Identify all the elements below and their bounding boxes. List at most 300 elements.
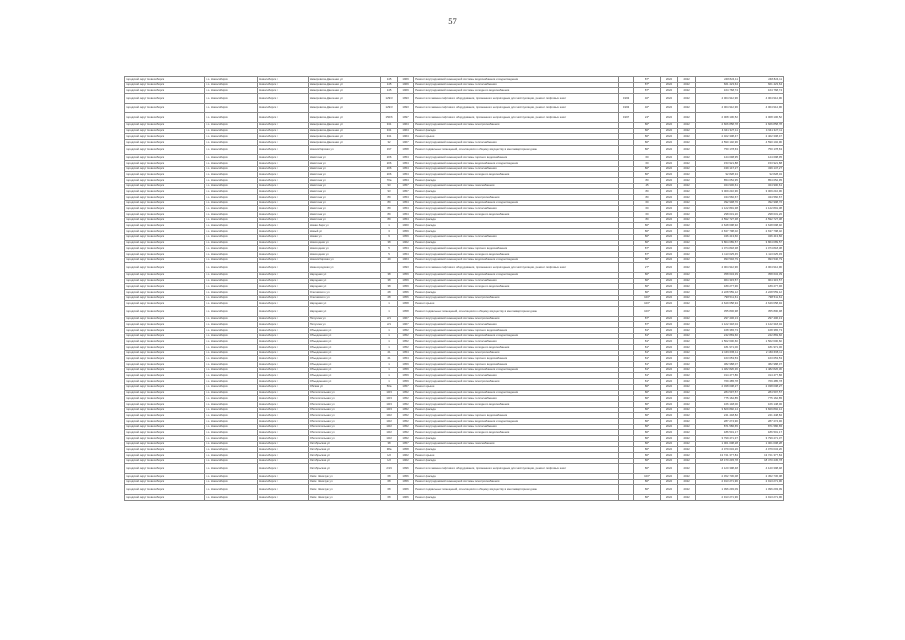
- total-cost-cell: 358 634,39: [739, 272, 783, 278]
- municipality-cell: городской округ Новосибирск: [125, 246, 205, 252]
- plan-year-end-cell: 2022: [678, 362, 696, 368]
- house-cell: 1/2: [381, 453, 398, 459]
- table-row: [125, 464, 784, 474]
- lift-year-cell: [618, 263, 633, 273]
- plan-year-cell: 2022: [660, 139, 678, 145]
- house-cell: 1: [381, 362, 398, 368]
- house-cell: 10/2: [381, 430, 398, 436]
- work-type-cell: Ремонт или замена лифтового оборудования, признанного непригодным для эксплуатации, ремонт лифтовых шахт: [414, 113, 619, 123]
- year-built-cell: 1952: [397, 407, 414, 413]
- plan-year-end-cell: 2022: [678, 134, 696, 140]
- plan-year-end-cell: 2022: [678, 384, 696, 390]
- settlement-cell: Новосибирск г: [258, 272, 309, 278]
- district-cell: г.о. Новосибирск: [205, 155, 258, 161]
- settlement-cell: Новосибирск г: [258, 88, 309, 94]
- municipality-cell: городской округ Новосибирск: [125, 339, 205, 345]
- total-cost-cell: 92 828,34: [739, 172, 783, 178]
- work-type-cell: Ремонт внутридомовой инженерной системы электроснабжения: [414, 379, 619, 385]
- municipality-cell: городской округ Новосибирск: [125, 200, 205, 206]
- municipality-cell: городской округ Новосибирск: [125, 474, 205, 480]
- plan-year-cell: 2022: [660, 441, 678, 447]
- work-type-cell: Ремонт фасада: [414, 177, 619, 183]
- year-built-cell: 1957: [397, 441, 414, 447]
- municipality-cell: городской округ Новосибирск: [125, 356, 205, 362]
- year-built-cell: 1954: [397, 350, 414, 356]
- street-cell: Обогатительная ул: [308, 436, 381, 442]
- plan-year-end-cell: 2022: [678, 139, 696, 145]
- plan-year-end-cell: 2022: [678, 195, 696, 201]
- lift-year-cell: [618, 145, 633, 155]
- total-cost-cell: 1 562 600,60: [739, 339, 783, 345]
- cost-cell: 4 120 398,48: [695, 464, 739, 474]
- wear-cell: 80*: [634, 458, 660, 464]
- house-cell: 68: [381, 474, 398, 480]
- district-cell: г.о. Новосибирск: [205, 177, 258, 183]
- total-cost-cell: 775 162,85: [739, 396, 783, 402]
- year-built-cell: 1954: [397, 166, 414, 172]
- settlement-cell: Новосибирск г: [258, 485, 309, 495]
- settlement-cell: Новосибирск г: [258, 200, 309, 206]
- cost-cell: 4 649 658,94: [695, 301, 739, 307]
- municipality-cell: городской округ Новосибирск: [125, 418, 205, 424]
- house-cell: 341: [381, 134, 398, 140]
- year-built-cell: 1964: [397, 257, 414, 263]
- plan-year-cell: 2022: [660, 322, 678, 328]
- settlement-cell: Новосибирск г: [258, 441, 309, 447]
- wear-cell: 87*: [634, 88, 660, 94]
- wear-cell: 81*: [634, 345, 660, 351]
- street-cell: Объединения ул: [308, 339, 381, 345]
- plan-year-cell: 2022: [660, 424, 678, 430]
- cost-cell: 661 423,64: [695, 82, 739, 88]
- year-built-cell: 1954: [397, 172, 414, 178]
- district-cell: г.о. Новосибирск: [205, 458, 258, 464]
- plan-year-cell: 2022: [660, 183, 678, 189]
- year-built-cell: 1959: [397, 367, 414, 373]
- year-built-cell: 1954: [397, 155, 414, 161]
- cost-cell: 2 637 798,02: [695, 229, 739, 235]
- cost-cell: 4 592 727,38: [695, 217, 739, 223]
- settlement-cell: Новосибирск г: [258, 306, 309, 316]
- plan-year-cell: 2022: [660, 485, 678, 495]
- lift-year-cell: 1997: [618, 113, 633, 123]
- municipality-cell: городской округ Новосибирск: [125, 447, 205, 453]
- settlement-cell: Новосибирск г: [258, 251, 309, 257]
- year-built-cell: 1962: [397, 240, 414, 246]
- wear-cell: 87*: [634, 246, 660, 252]
- total-cost-cell: 4 590 102,96: [739, 139, 783, 145]
- cost-cell: 4 004 912,96: [695, 263, 739, 273]
- cost-cell: 346 413,60: [695, 234, 739, 240]
- district-cell: г.о. Новосибирск: [205, 464, 258, 474]
- municipality-cell: городской округ Новосибирск: [125, 251, 205, 257]
- house-cell: 10/3: [381, 401, 398, 407]
- settlement-cell: Новосибирск г: [258, 172, 309, 178]
- street-cell: Никитина ул: [308, 183, 381, 189]
- house-cell: 32: [381, 139, 398, 145]
- municipality-cell: городской округ Новосибирск: [125, 278, 205, 284]
- total-cost-cell: 4 004 912,96: [739, 263, 783, 273]
- settlement-cell: Новосибирск г: [258, 212, 309, 218]
- cost-cell: 1 113 025,45: [695, 251, 739, 257]
- district-cell: г.о. Новосибирск: [205, 316, 258, 322]
- street-cell: Омск. Жемчуж ул: [308, 495, 381, 501]
- total-cost-cell: 4 592 727,38: [739, 217, 783, 223]
- work-type-cell: Ремонт внутридомовой инженерной системы водоснабжения и водоотведения: [414, 257, 619, 263]
- year-built-cell: 1956: [397, 474, 414, 480]
- work-type-cell: Ремонт фасада: [414, 447, 619, 453]
- total-cost-cell: 661 423,64: [739, 82, 783, 88]
- plan-year-end-cell: 2022: [678, 379, 696, 385]
- total-cost-cell: 1 001 008,28: [739, 441, 783, 447]
- cost-cell: 4 590 102,96: [695, 139, 739, 145]
- total-cost-cell: 1 122 318,04: [739, 322, 783, 328]
- plan-year-cell: 2022: [660, 229, 678, 235]
- municipality-cell: городской округ Новосибирск: [125, 485, 205, 495]
- street-cell: Олеговского ул: [308, 289, 381, 295]
- settlement-cell: Новосибирск г: [258, 322, 309, 328]
- wear-cell: 80*: [634, 495, 660, 501]
- total-cost-cell: 2 913 271,96: [739, 479, 783, 485]
- plan-year-end-cell: 2022: [678, 430, 696, 436]
- wear-cell: 80*: [634, 289, 660, 295]
- cost-cell: 2 402 308,47: [695, 134, 739, 140]
- wear-cell: 45: [634, 183, 660, 189]
- plan-year-end-cell: 2022: [678, 339, 696, 345]
- cost-cell: 242 869,60: [695, 333, 739, 339]
- cost-cell: 871 586,65: [695, 424, 739, 430]
- municipality-cell: городской округ Новосибирск: [125, 367, 205, 373]
- wear-cell: 80*: [634, 145, 660, 155]
- lift-year-cell: [618, 464, 633, 474]
- wear-cell: 100*: [634, 301, 660, 307]
- district-cell: г.о. Новосибирск: [205, 278, 258, 284]
- settlement-cell: Новосибирск г: [258, 447, 309, 453]
- total-cost-cell: 871 586,65: [739, 424, 783, 430]
- street-cell: Немировича-Данченко ул: [308, 113, 381, 123]
- district-cell: г.о. Новосибирск: [205, 390, 258, 396]
- settlement-cell: Новосибирск г: [258, 289, 309, 295]
- plan-year-cell: 2022: [660, 339, 678, 345]
- plan-year-cell: 2022: [660, 257, 678, 263]
- street-cell: Никитина ул: [308, 206, 381, 212]
- settlement-cell: Новосибирск г: [258, 495, 309, 501]
- plan-year-cell: 2022: [660, 166, 678, 172]
- house-cell: 150/6: [381, 113, 398, 123]
- municipality-cell: городской округ Новосибирск: [125, 172, 205, 178]
- plan-year-end-cell: 2022: [678, 356, 696, 362]
- district-cell: г.о. Новосибирск: [205, 485, 258, 495]
- year-built-cell: 1957: [397, 384, 414, 390]
- street-cell: Немировича-Данченко ул: [308, 139, 381, 145]
- plan-year-cell: 2022: [660, 234, 678, 240]
- work-type-cell: Ремонт внутридомовой инженерной системы холодного водоснабжения: [414, 251, 619, 257]
- settlement-cell: Новосибирск г: [258, 295, 309, 301]
- street-cell: Немировича-Данченко ул: [308, 88, 381, 94]
- year-built-cell: 1958: [397, 301, 414, 307]
- work-type-cell: Ремонт фасада: [414, 474, 619, 480]
- table-body: [125, 77, 784, 501]
- work-type-cell: Ремонт внутридомовой инженерной системы теплоснабжения: [414, 278, 619, 284]
- street-cell: Октябрьская ул: [308, 458, 381, 464]
- street-cell: Объединения ул: [308, 356, 381, 362]
- plan-year-cell: 2022: [660, 155, 678, 161]
- settlement-cell: Новосибирск г: [258, 396, 309, 402]
- work-type-cell: Ремонт фасада: [414, 436, 619, 442]
- district-cell: г.о. Новосибирск: [205, 436, 258, 442]
- district-cell: г.о. Новосибирск: [205, 200, 258, 206]
- municipality-cell: городской округ Новосибирск: [125, 122, 205, 128]
- settlement-cell: Новосибирск г: [258, 183, 309, 189]
- municipality-cell: городской округ Новосибирск: [125, 401, 205, 407]
- wear-cell: 80*: [634, 257, 660, 263]
- year-built-cell: 1966: [397, 495, 414, 501]
- total-cost-cell: 181 971,00: [739, 345, 783, 351]
- year-built-cell: 1993: [397, 94, 414, 104]
- year-built-cell: 1967: [397, 139, 414, 145]
- district-cell: г.о. Новосибирск: [205, 453, 258, 459]
- street-cell: Немировича-Данченко ул: [308, 77, 381, 83]
- plan-year-cell: 2022: [660, 413, 678, 419]
- house-cell: 38: [381, 240, 398, 246]
- plan-year-end-cell: 2022: [678, 301, 696, 307]
- house-cell: 206: [381, 160, 398, 166]
- plan-year-cell: 2022: [660, 94, 678, 104]
- cost-cell: 4 004 912,96: [695, 94, 739, 104]
- page-number: 57: [448, 16, 457, 26]
- street-cell: Омск. Жемчуж ул: [308, 479, 381, 485]
- house-cell: 1: [381, 327, 398, 333]
- wear-cell: 87*: [634, 82, 660, 88]
- plan-year-end-cell: 2022: [678, 367, 696, 373]
- house-cell: 197: [381, 145, 398, 155]
- house-cell: 89: [381, 206, 398, 212]
- work-type-cell: Ремонт внутридомовой инженерной системы водоснабжения и водоотведения: [414, 272, 619, 278]
- total-cost-cell: 153 921,88: [739, 160, 783, 166]
- plan-year-cell: 2022: [660, 200, 678, 206]
- house-cell: 145: [381, 88, 398, 94]
- street-cell: Октябрьская ул: [308, 464, 381, 474]
- wear-cell: 80*: [634, 479, 660, 485]
- total-cost-cell: 964 315,57: [739, 278, 783, 284]
- settlement-cell: Новосибирск г: [258, 223, 309, 229]
- house-cell: 68: [381, 485, 398, 495]
- plan-year-cell: 2022: [660, 464, 678, 474]
- plan-year-end-cell: 2022: [678, 177, 696, 183]
- work-type-cell: Ремонт фасада: [414, 240, 619, 246]
- plan-year-cell: 2022: [660, 447, 678, 453]
- total-cost-cell: 4 004 912,96: [739, 94, 783, 104]
- cost-cell: 3 009 210,96: [695, 189, 739, 195]
- plan-year-end-cell: 2022: [678, 407, 696, 413]
- settlement-cell: Новосибирск г: [258, 384, 309, 390]
- work-type-cell: Ремонт подвальных помещений, относящихся к общему имуществу в многоквартирном доме: [414, 145, 619, 155]
- work-type-cell: Ремонт крыши: [414, 453, 619, 459]
- cost-cell: 993 546,79: [695, 257, 739, 263]
- house-cell: 1: [381, 306, 398, 316]
- district-cell: г.о. Новосибирск: [205, 94, 258, 104]
- year-built-cell: 1952: [397, 413, 414, 419]
- street-cell: Никитина ул: [308, 195, 381, 201]
- cost-cell: 1 074 818,38: [695, 246, 739, 252]
- work-type-cell: Ремонт крыши: [414, 384, 619, 390]
- year-built-cell: 1952: [397, 339, 414, 345]
- plan-year-cell: 2022: [660, 495, 678, 501]
- total-cost-cell: 1 122 891,38: [739, 206, 783, 212]
- cost-cell: 2 166 695,11: [695, 350, 739, 356]
- work-type-cell: Ремонт внутридомовой инженерной системы электроснабжения: [414, 122, 619, 128]
- settlement-cell: Новосибирск г: [258, 284, 309, 290]
- street-cell: Обская ул: [308, 384, 381, 390]
- cost-cell: 750 178,63: [695, 145, 739, 155]
- wear-cell: 80*: [634, 464, 660, 474]
- cost-cell: 2 008 106,52: [695, 113, 739, 123]
- settlement-cell: Новосибирск г: [258, 362, 309, 368]
- district-cell: г.о. Новосибирск: [205, 474, 258, 480]
- district-cell: г.о. Новосибирск: [205, 384, 258, 390]
- street-cell: Никитина ул: [308, 189, 381, 195]
- street-cell: Олеговского ул: [308, 295, 381, 301]
- plan-year-end-cell: 2022: [678, 479, 696, 485]
- plan-year-end-cell: 2022: [678, 212, 696, 218]
- wear-cell: 81*: [634, 350, 660, 356]
- year-built-cell: 1954: [397, 217, 414, 223]
- district-cell: г.о. Новосибирск: [205, 327, 258, 333]
- municipality-cell: городской округ Новосибирск: [125, 134, 205, 140]
- wear-cell: 80*: [634, 128, 660, 134]
- year-built-cell: 1952: [397, 430, 414, 436]
- district-cell: г.о. Новосибирск: [205, 407, 258, 413]
- work-type-cell: Ремонт внутридомовой инженерной системы электроснабжения: [414, 316, 619, 322]
- house-cell: 68: [381, 479, 398, 485]
- year-built-cell: 1959: [397, 272, 414, 278]
- district-cell: г.о. Новосибирск: [205, 373, 258, 379]
- house-cell: 68: [381, 495, 398, 501]
- year-built-cell: 1958: [397, 447, 414, 453]
- house-cell: 38: [381, 278, 398, 284]
- work-type-cell: Ремонт крыши: [414, 134, 619, 140]
- municipality-cell: городской округ Новосибирск: [125, 240, 205, 246]
- cost-cell: 13 721 377,84: [695, 453, 739, 459]
- year-built-cell: 1954: [397, 251, 414, 257]
- total-cost-cell: 2 452 736,08: [739, 474, 783, 480]
- settlement-cell: Новосибирск г: [258, 128, 309, 134]
- cost-cell: 1 482 826,36: [695, 367, 739, 373]
- work-type-cell: Ремонт внутридомовой инженерной системы холодного водоснабжения: [414, 345, 619, 351]
- plan-year-end-cell: 2022: [678, 284, 696, 290]
- district-cell: г.о. Новосибирск: [205, 362, 258, 368]
- total-cost-cell: 3 799 471,37: [739, 436, 783, 442]
- year-built-cell: 1958: [397, 145, 414, 155]
- cost-cell: 3 799 471,37: [695, 436, 739, 442]
- street-cell: Немировича-Данченко ул: [308, 128, 381, 134]
- wear-cell: 80: [634, 195, 660, 201]
- total-cost-cell: 2 637 798,02: [739, 229, 783, 235]
- wear-cell: 80*: [634, 172, 660, 178]
- house-cell: 70а: [381, 177, 398, 183]
- district-cell: г.о. Новосибирск: [205, 418, 258, 424]
- cost-cell: 2 913 271,96: [695, 495, 739, 501]
- plan-year-cell: 2022: [660, 306, 678, 316]
- district-cell: г.о. Новосибирск: [205, 82, 258, 88]
- house-cell: 1: [381, 379, 398, 385]
- house-cell: 89: [381, 195, 398, 201]
- settlement-cell: Новосибирск г: [258, 474, 309, 480]
- district-cell: г.о. Новосибирск: [205, 272, 258, 278]
- wear-cell: 80*: [634, 139, 660, 145]
- plan-year-end-cell: 2022: [678, 229, 696, 235]
- plan-year-end-cell: 2022: [678, 495, 696, 501]
- total-cost-cell: 324 900,61: [739, 183, 783, 189]
- settlement-cell: Новосибирск г: [258, 257, 309, 263]
- year-built-cell: 1959: [397, 278, 414, 284]
- plan-year-end-cell: 2022: [678, 122, 696, 128]
- house-cell: 10/3: [381, 396, 398, 402]
- plan-year-cell: 2022: [660, 479, 678, 485]
- plan-year-end-cell: 2022: [678, 278, 696, 284]
- year-built-cell: 1954: [397, 160, 414, 166]
- district-cell: г.о. Новосибирск: [205, 122, 258, 128]
- work-type-cell: Ремонт внутридомовой инженерной системы электроснабжения: [414, 479, 619, 485]
- house-cell: 206: [381, 172, 398, 178]
- district-cell: г.о. Новосибирск: [205, 396, 258, 402]
- settlement-cell: Новосибирск г: [258, 436, 309, 442]
- wear-cell: 80*: [634, 122, 660, 128]
- work-type-cell: Ремонт фасада: [414, 128, 619, 134]
- district-cell: г.о. Новосибирск: [205, 246, 258, 252]
- total-cost-cell: 750 178,63: [739, 145, 783, 155]
- work-type-cell: Ремонт подвальных помещений, относящихся к общему имуществу в многоквартирном доме: [414, 306, 619, 316]
- house-cell: 129/3: [381, 94, 398, 104]
- work-type-cell: Ремонт внутридомовой инженерной системы горячего водоснабжения: [414, 155, 619, 161]
- total-cost-cell: 2 008 106,52: [739, 113, 783, 123]
- district-cell: г.о. Новосибирск: [205, 251, 258, 257]
- cost-cell: 1 096 293,09: [695, 485, 739, 495]
- settlement-cell: Новосибирск г: [258, 424, 309, 430]
- work-type-cell: Ремонт внутридомовой инженерной системы теплоснабжения: [414, 339, 619, 345]
- wear-cell: 80*: [634, 234, 660, 240]
- wear-cell: 80*: [634, 240, 660, 246]
- plan-year-cell: 2022: [660, 145, 678, 155]
- house-cell: 2/19: [381, 464, 398, 474]
- municipality-cell: городской округ Новосибирск: [125, 479, 205, 485]
- work-type-cell: Ремонт внутридомовой инженерной системы теплоснабжения: [414, 234, 619, 240]
- table-row: [125, 94, 784, 104]
- municipality-cell: городской округ Новосибирск: [125, 316, 205, 322]
- cost-cell: 181 971,00: [695, 345, 739, 351]
- settlement-cell: Новосибирск г: [258, 189, 309, 195]
- work-type-cell: Ремонт крыши: [414, 301, 619, 307]
- wear-cell: 80*: [634, 430, 660, 436]
- street-cell: Никитина ул: [308, 200, 381, 206]
- year-built-cell: 1959: [397, 284, 414, 290]
- district-cell: г.о. Новосибирск: [205, 240, 258, 246]
- district-cell: г.о. Новосибирск: [205, 166, 258, 172]
- plan-year-end-cell: 2022: [678, 166, 696, 172]
- work-type-cell: Ремонт внутридомовой инженерной системы холодного водоснабжения: [414, 172, 619, 178]
- settlement-cell: Новосибирск г: [258, 177, 309, 183]
- street-cell: Новая Заря ул: [308, 223, 381, 229]
- settlement-cell: Новосибирск г: [258, 195, 309, 201]
- district-cell: г.о. Новосибирск: [205, 77, 258, 83]
- municipality-cell: городской округ Новосибирск: [125, 464, 205, 474]
- total-cost-cell: 346 413,60: [739, 234, 783, 240]
- house-cell: 10/2: [381, 418, 398, 424]
- cost-cell: 964 315,57: [695, 278, 739, 284]
- plan-year-cell: 2022: [660, 284, 678, 290]
- street-cell: Обогатительная ул: [308, 390, 381, 396]
- year-built-cell: 1964: [397, 122, 414, 128]
